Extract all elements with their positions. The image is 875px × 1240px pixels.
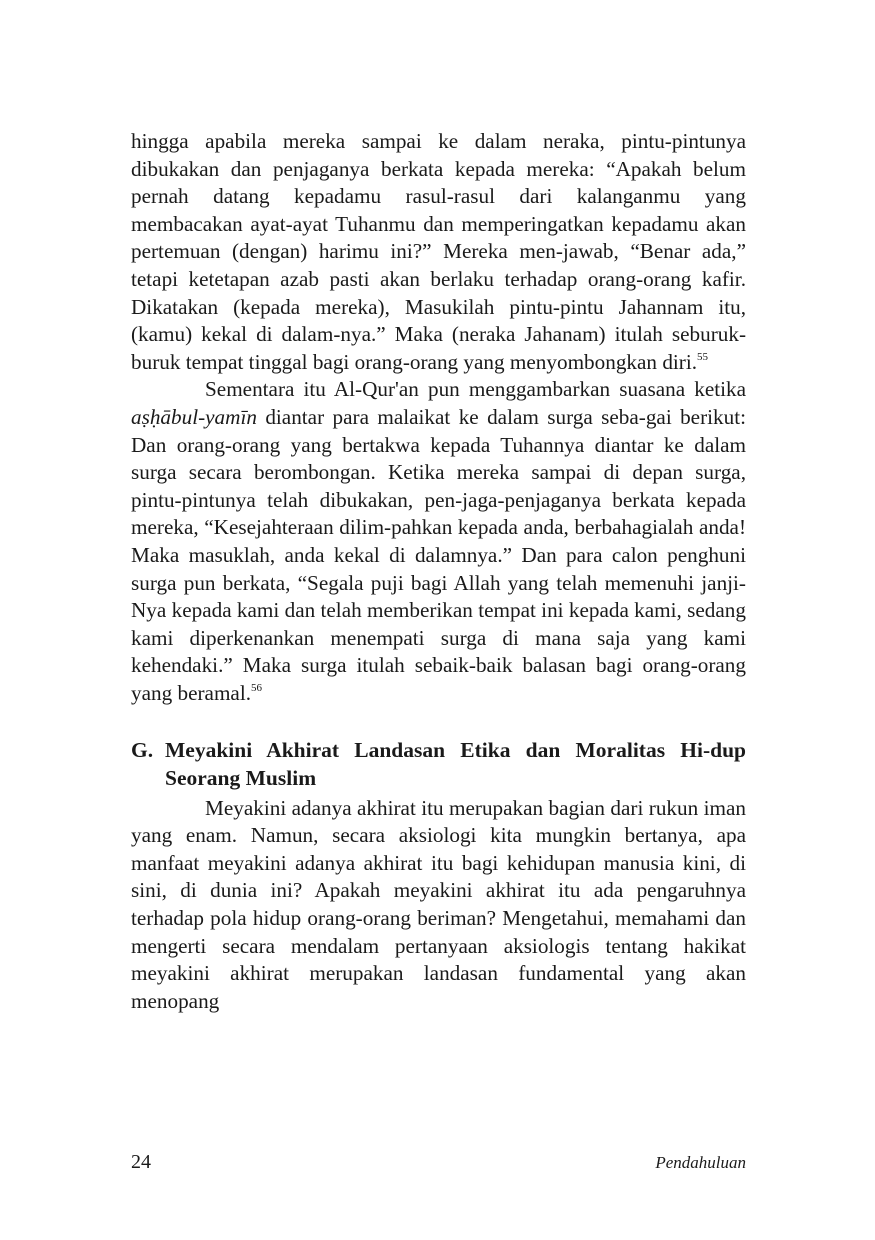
- paragraph-text: Sementara itu Al-Qur'an pun menggambarkan suasana ketika: [205, 377, 746, 402]
- paragraph-section-g: [131, 795, 746, 1016]
- section-title: Meyakini Akhirat Landasan Etika dan Moralitas Hi-dup Seorang Muslim: [165, 738, 746, 791]
- section-letter: G.: [131, 738, 154, 763]
- paragraph-text: diantar para malaikat ke dalam surga seba-gai berikut: Dan orang-orang yang bertakwa kepada Tuhannya diantar ke dalam surga secara berombongan. Ketika mereka sampai di depan surga, pintu-pintunya telah dibukakan, pen-jaga-penjaganya berkata kepada mereka, “Kesejahteraan dilim-pahkan kepada anda, berbahagialah anda! Maka masuklah, anda kekal di dalamnya.” Dan para calon penghuni surga pun berkata, “Segala puji bagi Allah yang telah memenuhi janji-Nya kepada kami dan telah memberikan tempat ini kepada kami, sedang kami diperkenankan menempati surga di mana saja yang kami kehendaki.” Maka surga itulah sebaik-baik balasan bagi orang-orang yang beramal.: [131, 404, 746, 705]
- paragraph-quran-hell: [131, 128, 746, 376]
- footnote-ref-55: 55: [697, 350, 709, 363]
- transliterated-term: aṣḥābul-yamīn: [131, 404, 257, 429]
- paragraph-text: Meyakini adanya akhirat itu merupakan bagian dari rukun iman yang enam. Namun, secara aksiologi kita mungkin bertanya, apa manfaat meyakini adanya akhirat itu bagi kehidupan manusia kini, di sini, di dunia ini? Apakah meyakini akhirat itu ada pengaruhnya terhadap pola hidup orang-orang beriman? Mengetahui, memahami dan mengerti secara mendalam pertanyaan aksiologis tentang hakikat meyakini akhirat merupakan landasan fundamental yang akan menopang: [131, 795, 746, 1013]
- page-number: 24: [131, 1151, 151, 1173]
- paragraph-text: hingga apabila mereka sampai ke dalam neraka, pintu-pintunya dibukakan dan penjaganya berkata kepada mereka: “Apakah belum pernah datang kepadamu rasul-rasul dari kalanganmu yang membacakan ayat-ayat Tuhanmu dan memperingatkan kepadamu akan pertemuan (dengan) harimu ini?” Mereka men-jawab, “Benar ada,” tetapi ketetapan azab pasti akan berlaku terhadap orang-orang kafir. Dikatakan (kepada mereka), Masukilah pintu-pintu Jahannam itu, (kamu) kekal di dalam-nya.” Maka (neraka Jahanam) itulah seburuk-buruk tempat tinggal bagi orang-orang yang menyombongkan diri.: [131, 129, 746, 374]
- main-text: [131, 128, 746, 1015]
- paragraph-quran-paradise: [131, 376, 746, 707]
- running-head: Pendahuluan: [655, 1153, 746, 1172]
- section-heading: [131, 737, 746, 792]
- page-footer: [131, 1151, 746, 1174]
- footnote-ref-56: 56: [251, 681, 263, 694]
